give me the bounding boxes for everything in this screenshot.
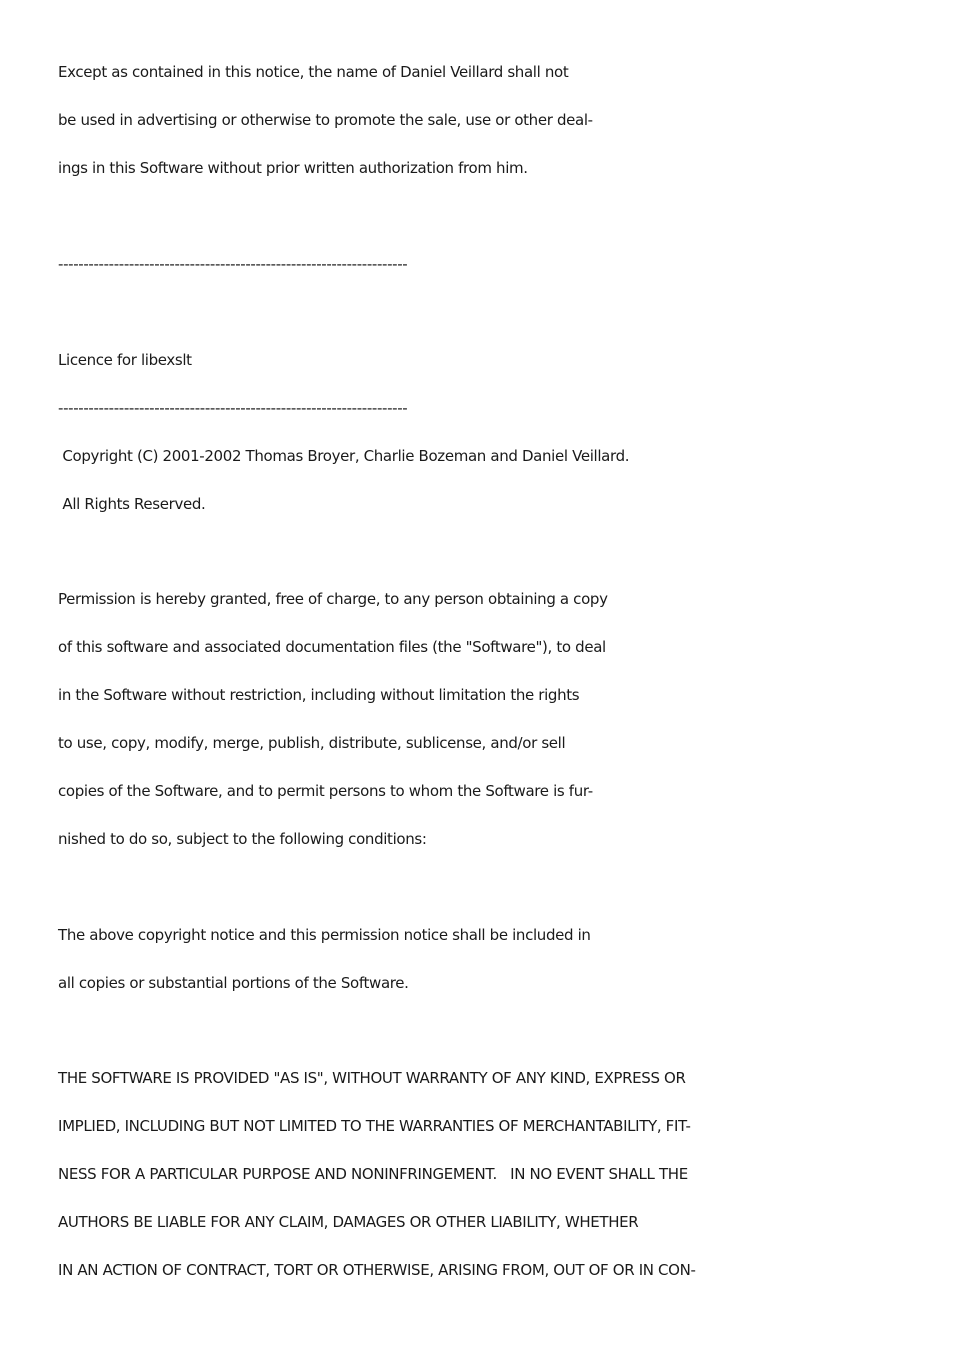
text-line: ings in this Software without prior written authorization from him. [58,159,528,177]
text-line: NESS FOR A PARTICULAR PURPOSE AND NONINFRINGEMENT. IN NO EVENT SHALL THE [58,1165,688,1183]
document-page [58,0,918,1350]
text-line: be used in advertising or otherwise to promote the sale, use or other deal- [58,111,593,129]
separator-line: --------------------------------------------------------------------- [58,255,408,273]
text-line: all copies or substantial portions of the Software. [58,974,409,992]
separator-line: --------------------------------------------------------------------- [58,399,408,417]
text-line: IMPLIED, INCLUDING BUT NOT LIMITED TO THE WARRANTIES OF MERCHANTABILITY, FIT- [58,1117,691,1135]
text-line: of this software and associated documentation files (the "Software"), to deal [58,638,606,656]
text-line: AUTHORS BE LIABLE FOR ANY CLAIM, DAMAGES OR OTHER LIABILITY, WHETHER [58,1213,639,1231]
rights-line: All Rights Reserved. [58,495,206,513]
text-line: The above copyright notice and this permission notice shall be included in [58,926,591,944]
text-line: Permission is hereby granted, free of charge, to any person obtaining a copy [58,590,608,608]
section-title: Licence for libexslt [58,351,192,369]
text-line: nished to do so, subject to the following conditions: [58,830,427,848]
text-line: IN AN ACTION OF CONTRACT, TORT OR OTHERWISE, ARISING FROM, OUT OF OR IN CON- [58,1261,696,1279]
text-line: THE SOFTWARE IS PROVIDED "AS IS", WITHOUT WARRANTY OF ANY KIND, EXPRESS OR [58,1069,686,1087]
text-line: copies of the Software, and to permit persons to whom the Software is fur- [58,782,593,800]
copyright-line: Copyright (C) 2001-2002 Thomas Broyer, Charlie Bozeman and Daniel Veillard. [58,447,630,465]
text-line: Except as contained in this notice, the name of Daniel Veillard shall not [58,63,569,81]
text-line: in the Software without restriction, including without limitation the rights [58,686,580,704]
text-line: to use, copy, modify, merge, publish, distribute, sublicense, and/or sell [58,734,566,752]
